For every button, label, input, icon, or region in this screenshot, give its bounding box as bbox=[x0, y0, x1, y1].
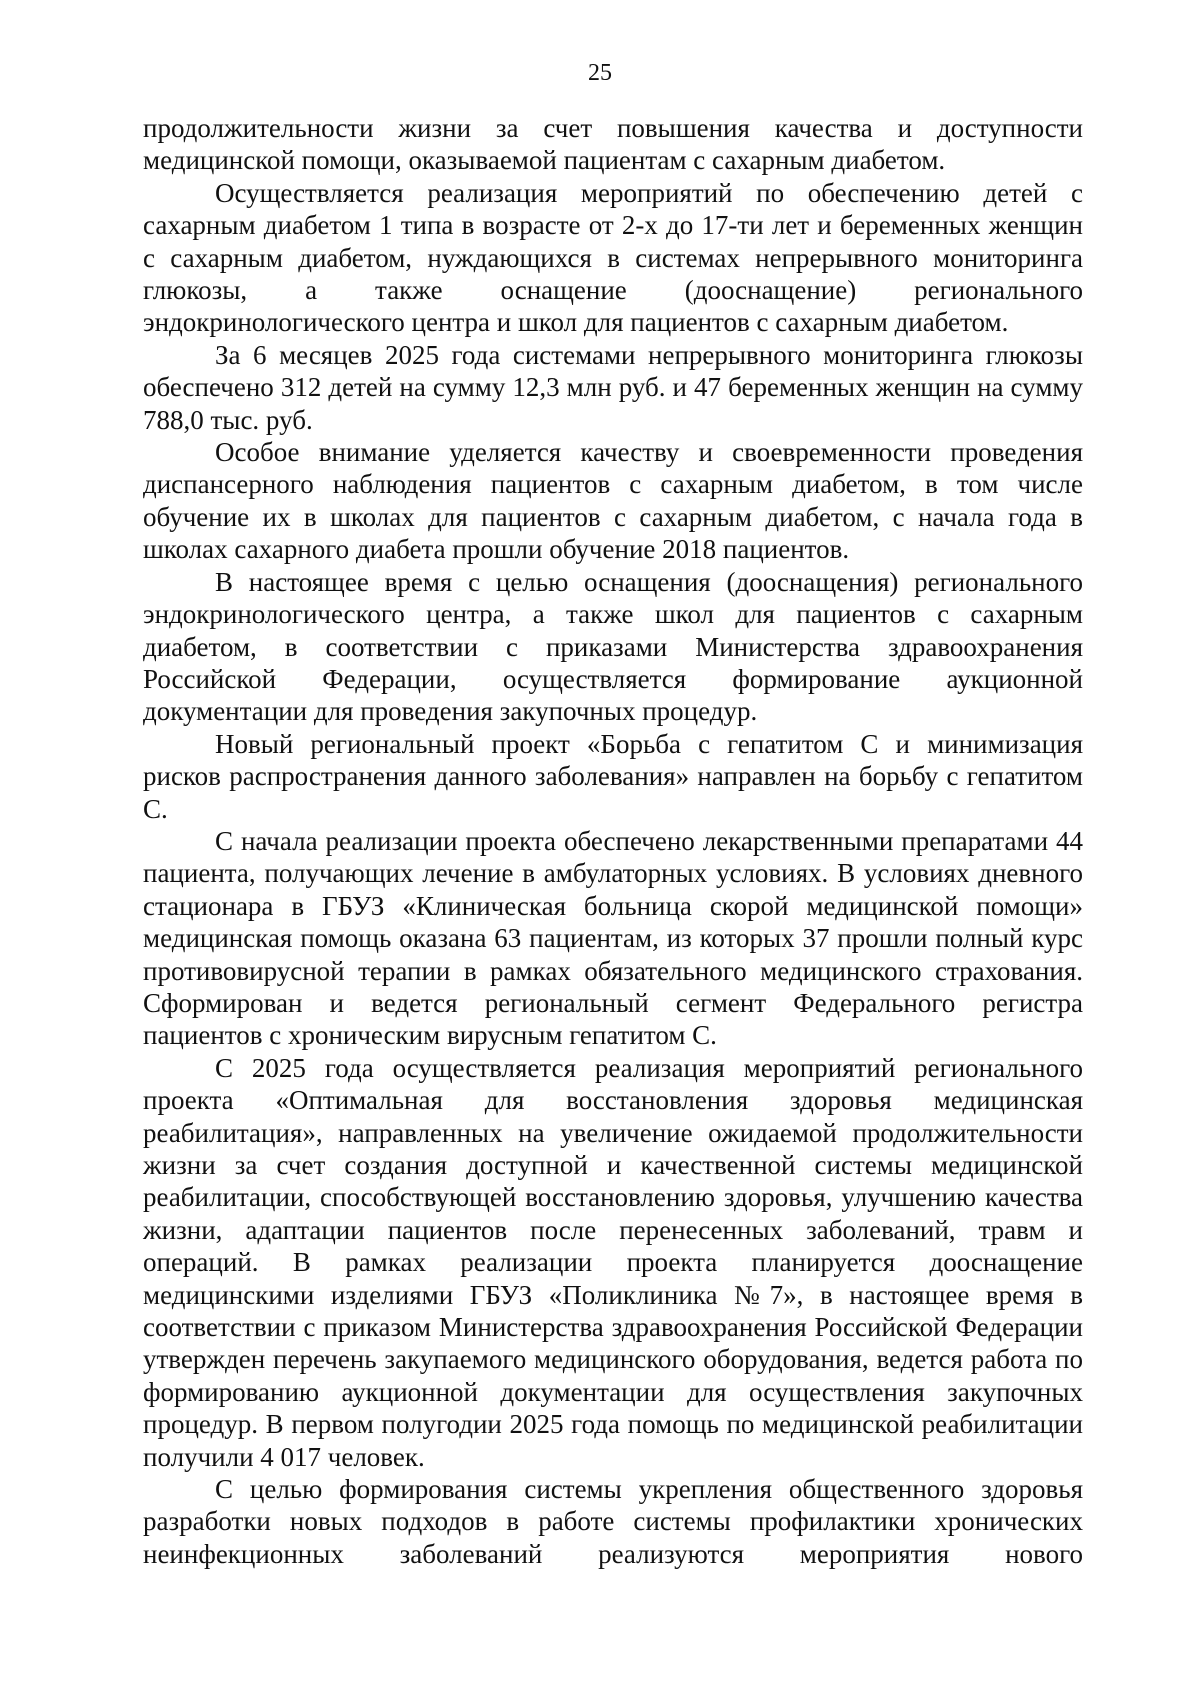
paragraph-glucose-six-months: За 6 месяцев 2025 года системами непрерывного мониторинга глюкозы обеспечено 312 детей на сумму 12,3 млн руб. и 47 беременных женщин на сумму 788,0 тыс. руб. bbox=[143, 339, 1083, 435]
paragraph-diabetes-schools: Особое внимание уделяется качеству и своевременности проведения диспансерного наблюдения пациентов с сахарным диабетом, в том числе обучение их в школах для пациентов с сахарным диабетом, с начала года в школах сахарного диабета прошли обучение 2018 пациентов. bbox=[143, 437, 1083, 565]
paragraph-diabetes-monitoring: Осуществляется реализация мероприятий по обеспечению детей с сахарным диабетом 1 типа в возрасте от 2-х до 17-ти лет и беременных женщин с сахарным диабетом, нуждающихся в системах непрерывного мониторинга глюкозы, а также оснащение (дооснащение) регионального эндокринологического центра и школ для пациентов с сахарным диабетом. bbox=[143, 177, 1083, 338]
paragraph-endocrinology-center: В настоящее время с целью оснащения (дооснащения) регионального эндокринологического центра, а также школ для пациентов с сахарным диабетом, в соответствии с приказами Министерства здравоохранения Российской Федерации, осуществляется формирование аукционной документации для проведения закупочных процедур. bbox=[143, 566, 1083, 727]
paragraph-hepatitis-results: С начала реализации проекта обеспечено лекарственными препаратами 44 пациента, получающих лечение в амбулаторных условиях. В условиях дневного стационара в ГБУЗ «Клиническая больница скорой медицинской помощи» медицинская помощь оказана 63 пациентам, из которых 37 прошли полный курс противовирусной терапии в рамках обязательного медицинского страхования. Сформирован и ведется региональный сегмент Федерального регистра пациентов с хроническим вирусным гепатитом С. bbox=[143, 825, 1083, 1051]
body-text bbox=[143, 112, 1083, 1570]
paragraph-public-health: С целью формирования системы укрепления общественного здоровья разработки новых подходов в работе системы профилактики хронических неинфекционных заболеваний реализуются мероприятия нового bbox=[143, 1474, 1083, 1569]
page-number: 25 bbox=[588, 60, 612, 86]
paragraph-diabetes-continuation: продолжительности жизни за счет повышения качества и доступности медицинской помощи, оказываемой пациентам с сахарным диабетом. bbox=[143, 113, 1083, 176]
paragraph-hepatitis-project: Новый региональный проект «Борьба с гепатитом С и минимизация рисков распространения данного заболевания» направлен на борьбу с гепатитом С. bbox=[143, 728, 1083, 824]
paragraph-rehabilitation-project: С 2025 года осуществляется реализация мероприятий регионального проекта «Оптимальная для восстановления здоровья медицинская реабилитация», направленных на увеличение ожидаемой продолжительности жизни за счет создания доступной и качественной системы медицинской реабилитации, способствующей восстановлению здоровья, улучшению качества жизни, адаптации пациентов после перенесенных заболеваний, травм и операций. В рамках реализации проекта планируется дооснащение медицинскими изделиями ГБУЗ «Поликлиника №7», в настоящее время в соответствии с приказом Министерства здравоохранения Российской Федерации утвержден перечень закупаемого медицинского оборудования, ведется работа по формированию аукционной документации для осуществления закупочных процедур. В первом полугодии 2025 года помощь по медицинской реабилитации получили 4 017 человек. bbox=[143, 1052, 1083, 1472]
